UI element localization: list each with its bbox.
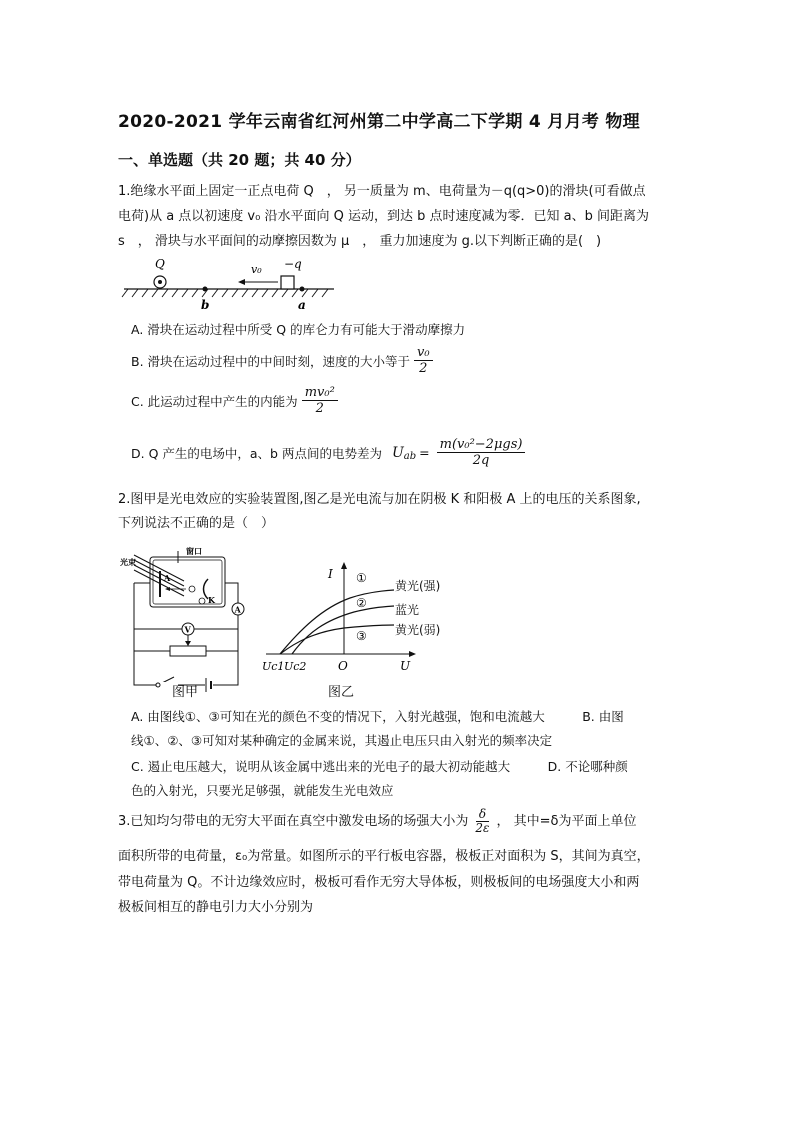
q1-option-c-fraction (302, 385, 338, 416)
axis-label-U: U (400, 659, 411, 673)
q1-option-a: A. 滑块在运动过程中所受 Q 的库仑力有可能大于滑动摩擦力 (131, 322, 466, 337)
caption-fig-yi: 图乙 (328, 685, 355, 700)
q1-option-d-fraction (437, 437, 526, 468)
rheostat-symbol (170, 646, 206, 656)
q3-line-1b: ， 其中=δ为平面上单位 (496, 813, 637, 829)
legend-blue: 蓝光 (395, 603, 420, 617)
q1-option-d-num: m(v₀²−2μgs) (437, 437, 526, 453)
q2-option-line-1: A. 由图线①、③可知在光的颜色不变的情况下，入射光越强，饱和电流越大 B. 由图 (131, 709, 624, 724)
q1-label-charge: −q (284, 257, 302, 271)
q2-option-line-4: 色的入射光，只要光足够强，就能发生光电效应 (131, 783, 394, 798)
q3-frac-num: δ (476, 808, 489, 822)
curve-num-2: ② (356, 596, 367, 610)
q1-line-2: 电荷)从 a 点以初速度 v₀ 沿水平面向 Q 运动，到达 b 点时速度减为零．已知 a、b 间距离为 (118, 209, 649, 224)
q1-option-c-num: mv₀² (302, 385, 338, 401)
q1-label-Q: Q (155, 257, 165, 271)
q3-line-1 (118, 808, 636, 835)
label-anode: A (164, 573, 171, 583)
q1-option-d-den: 2q (472, 453, 490, 468)
curve-blue (292, 606, 394, 654)
q1-option-d-eq: = (419, 445, 430, 460)
q1-label-a: a (298, 298, 306, 312)
curve-yellow-strong (280, 590, 394, 654)
q1-line-1: 1.绝缘水平面上固定一正点电荷 Q ， 另一质量为 m、电荷量为－q(q>0)的滑块(可看做点 (118, 184, 646, 199)
curve-num-1: ① (356, 571, 367, 585)
q1-option-b (131, 345, 437, 376)
axis-label-I: I (328, 567, 333, 581)
page-title: 2020-2021 学年云南省红河州第二中学高二下学期 4 月月考 物理 (118, 112, 640, 132)
q1-option-b-num: v₀ (414, 345, 433, 361)
caption-fig-jia: 图甲 (172, 685, 199, 700)
label-window: 窗口 (186, 546, 202, 556)
q3-line-1a: 3.已知均匀带电的无穷大平面在真空中激发电场的场强大小为 (118, 813, 469, 829)
q3-line-2: 面积所带的电荷量，ε₀为常量。如图所示的平行板电容器，极板正对面积为 S，其间为真空， (118, 849, 650, 864)
q1-option-b-text: B. 滑块在运动过程中的中间时刻，速度的大小等于 (131, 353, 411, 369)
label-uc2: Uc2 (284, 660, 307, 673)
q1-line-3: s ， 滑块与水平面间的动摩擦因数为 μ ， 重力加速度为 g.以下判断正确的是( ) (118, 234, 602, 249)
q1-option-d-lhs: U (391, 444, 404, 461)
q1-option-c (131, 385, 342, 416)
label-beam: 光束 (120, 557, 136, 567)
label-ammeter: A (234, 604, 241, 615)
q2-option-line-3: C. 遏止电压越大，说明从该金属中逃出来的光电子的最大初动能越大 D. 不论哪种颜 (131, 759, 628, 774)
q3-line-4: 极板间相互的静电引力大小分别为 (118, 900, 314, 915)
q1-label-b: b (201, 298, 210, 312)
q1-option-d-text: D. Q 产生的电场中，a、b 两点间的电势差为 (131, 445, 382, 461)
q1-label-v0: v₀ (251, 263, 262, 276)
origin-label: O (338, 659, 348, 673)
q1-option-b-fraction (414, 345, 433, 376)
q1-option-c-den: 2 (315, 401, 324, 416)
q1-option-b-den: 2 (419, 361, 428, 376)
q1-option-c-text: C. 此运动过程中产生的内能为 (131, 393, 298, 409)
curve-yellow-weak (280, 625, 394, 654)
q2-line-2: 下列说法不正确的是（ ） (118, 516, 275, 531)
q1-figure (120, 255, 340, 315)
q3-fraction (472, 808, 492, 835)
section-heading: 一、单选题（共 20 题；共 40 分） (118, 151, 361, 169)
q3-line-3: 带电荷量为 Q。不计边缘效应时，极板可看作无穷大导体板，则极板间的电场强度大小和两 (118, 875, 640, 890)
legend-yellow-weak: 黄光(弱) (395, 623, 441, 637)
q2-option-line-2: 线①、②、③可知对某种确定的金属来说，其遏止电压只由入射光的频率决定 (131, 733, 553, 748)
label-cathode: K (208, 595, 215, 605)
q3-frac-den: 2ε (475, 821, 490, 835)
curve-num-3: ③ (356, 629, 367, 643)
q1-option-d (131, 437, 529, 468)
label-uc1: Uc1 (262, 660, 285, 673)
q1-option-d-sub: ab (403, 451, 417, 462)
q2-line-1: 2.图甲是光电效应的实验装置图,图乙是光电流与加在阴极 K 和阳极 A 上的电压的关系图象, (118, 492, 641, 507)
q2-figure-apparatus (120, 545, 250, 700)
slider-block (281, 276, 294, 289)
legend-yellow-strong: 黄光(强) (395, 579, 441, 593)
label-voltmeter: V (184, 624, 191, 635)
